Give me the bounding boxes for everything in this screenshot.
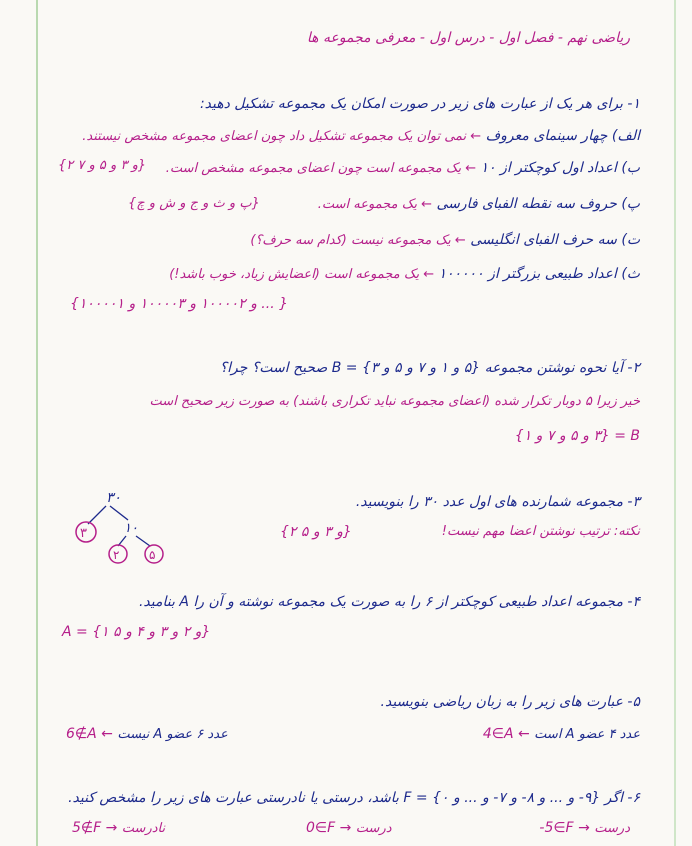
q1-t-row (250, 232, 640, 248)
q6-item-row (72, 820, 165, 836)
q5-item1-text: عدد ۴ عضو A است (534, 727, 640, 742)
q3-prompt: ۳- مجموعه شمارنده های اول عدد ۳۰ را بنویسید. (355, 494, 640, 510)
tree-root: ۳۰ (106, 490, 122, 506)
q5-item2-arrow: ← (101, 726, 113, 742)
q2-set: B = {۳ و ۵ و ۷ و ۱} (514, 428, 640, 444)
q1-t-text: ت) سه حرف الفبای انگلیسی (470, 232, 640, 248)
q6-item-verdict: درست (594, 821, 630, 836)
q1-a-answer: ← نمی توان یک مجموعه تشکیل داد چون اعضای مجموعه مشخص نیستند. (82, 129, 482, 144)
tree-edge (88, 506, 106, 524)
q6-prompt: ۶- اگر {۹- و ... و ۸- و ۷- و ... و ۰} = F باشد، درستی یا نادرستی عبارت های زیر را مشخص کنید. (68, 790, 640, 806)
q3-note: نکته: ترتیب نوشتن اعضا مهم نیست! (441, 524, 640, 539)
q1-p-answer: ← یک مجموعه است. (317, 197, 432, 212)
q1-t-answer: ← یک مجموعه نیست (کدام سه حرف؟) (250, 233, 466, 248)
q6-item-verdict: نادرست (121, 821, 166, 836)
q2-prompt: ۲- آیا نحوه نوشتن مجموعه {۵ و ۱ و ۷ و ۵ و ۳} = B صحیح است؟ چرا؟ (219, 360, 640, 376)
factor-tree-svg (66, 488, 186, 568)
q6-item-arrow: → (105, 820, 118, 836)
q6-item-expr: -5∈F (539, 820, 574, 836)
q1-p-text: پ) حروف سه نقطه الفبای فارسی (436, 196, 640, 212)
q1-b-set: {۲ و ۳ و ۵ و ۷} (58, 158, 147, 173)
tree-edge (110, 506, 128, 520)
margin-line-left (36, 0, 38, 846)
q5-item2-row (66, 726, 228, 742)
q1-th-text: ث) اعداد طبیعی بزرگتر از ۱۰۰۰۰۰ (438, 266, 640, 282)
q1-th-row (169, 266, 640, 282)
tree-mid: ۱۰ (124, 521, 138, 536)
q1-p-set: {پ و ث و ج و ش و چ} (128, 196, 260, 211)
q6-item-expr: 5∉F (72, 820, 102, 836)
q1-prompt: ۱- برای هر یک از عبارت های زیر در صورت امکان یک مجموعه تشکیل دهید: (199, 96, 640, 112)
tree-leaf-5: ۵ (149, 548, 156, 562)
q4-set: A = {۱ و ۲ و ۳ و ۴ و ۵} (62, 624, 211, 640)
tree-edge (136, 536, 150, 546)
factor-tree (66, 488, 186, 568)
q6-item-arrow: → (339, 820, 352, 836)
q3-set: {۲ و ۳ و ۵} (280, 524, 352, 540)
q4-prompt: ۴- مجموعه اعداد طبیعی کوچکتر از ۶ را به صورت یک مجموعه نوشته و آن را A بنامید. (138, 594, 640, 610)
q1-a-row (82, 128, 640, 144)
q6-item-expr: 0∈F (306, 820, 336, 836)
q1-b-row (166, 160, 640, 176)
q5-item1-arrow: ← (517, 726, 530, 742)
tree-leaf-3: ۳ (80, 526, 87, 541)
q6-item-row (306, 820, 392, 836)
q5-item1-symbol: 4∈A (482, 726, 514, 742)
q1-a-text: الف) چهار سینمای معروف (485, 128, 640, 144)
q5-item1-row (483, 726, 640, 742)
q5-item2-text: عدد ۶ عضو A نیست (117, 727, 228, 742)
q1-b-answer: ← یک مجموعه است چون اعضای مجموعه مشخص است. (165, 161, 477, 176)
q1-th-set: {۱۰۰۰۰۱ و ۱۰۰۰۰۲ و ۱۰۰۰۰۳ و ... } (70, 296, 289, 312)
q5-item2-symbol: 6∉A (66, 726, 97, 742)
page-header: ریاضی نهم - فصل اول - درس اول - معرفی مجموعه ها (306, 30, 630, 46)
q6-item-arrow: → (578, 820, 590, 836)
q6-item-verdict: درست (355, 821, 392, 836)
q2-answer: خیر زیرا ۵ دوبار تکرار شده (اعضای مجموعه نباید تکراری باشند) به صورت زیر صحیح است (149, 394, 640, 409)
margin-line-right (674, 0, 676, 846)
q1-th-answer: ← یک مجموعه است (اعضایش زیاد، خوب باشد!) (169, 267, 435, 282)
q1-b-text: ب) اعداد اول کوچکتر از ۱۰ (480, 160, 640, 176)
q1-p-row (318, 196, 640, 212)
q5-prompt: ۵- عبارت های زیر را به زبان ریاضی بنویسید. (380, 694, 640, 710)
tree-leaf-2: ۲ (113, 548, 120, 562)
q6-item-row (539, 820, 630, 836)
